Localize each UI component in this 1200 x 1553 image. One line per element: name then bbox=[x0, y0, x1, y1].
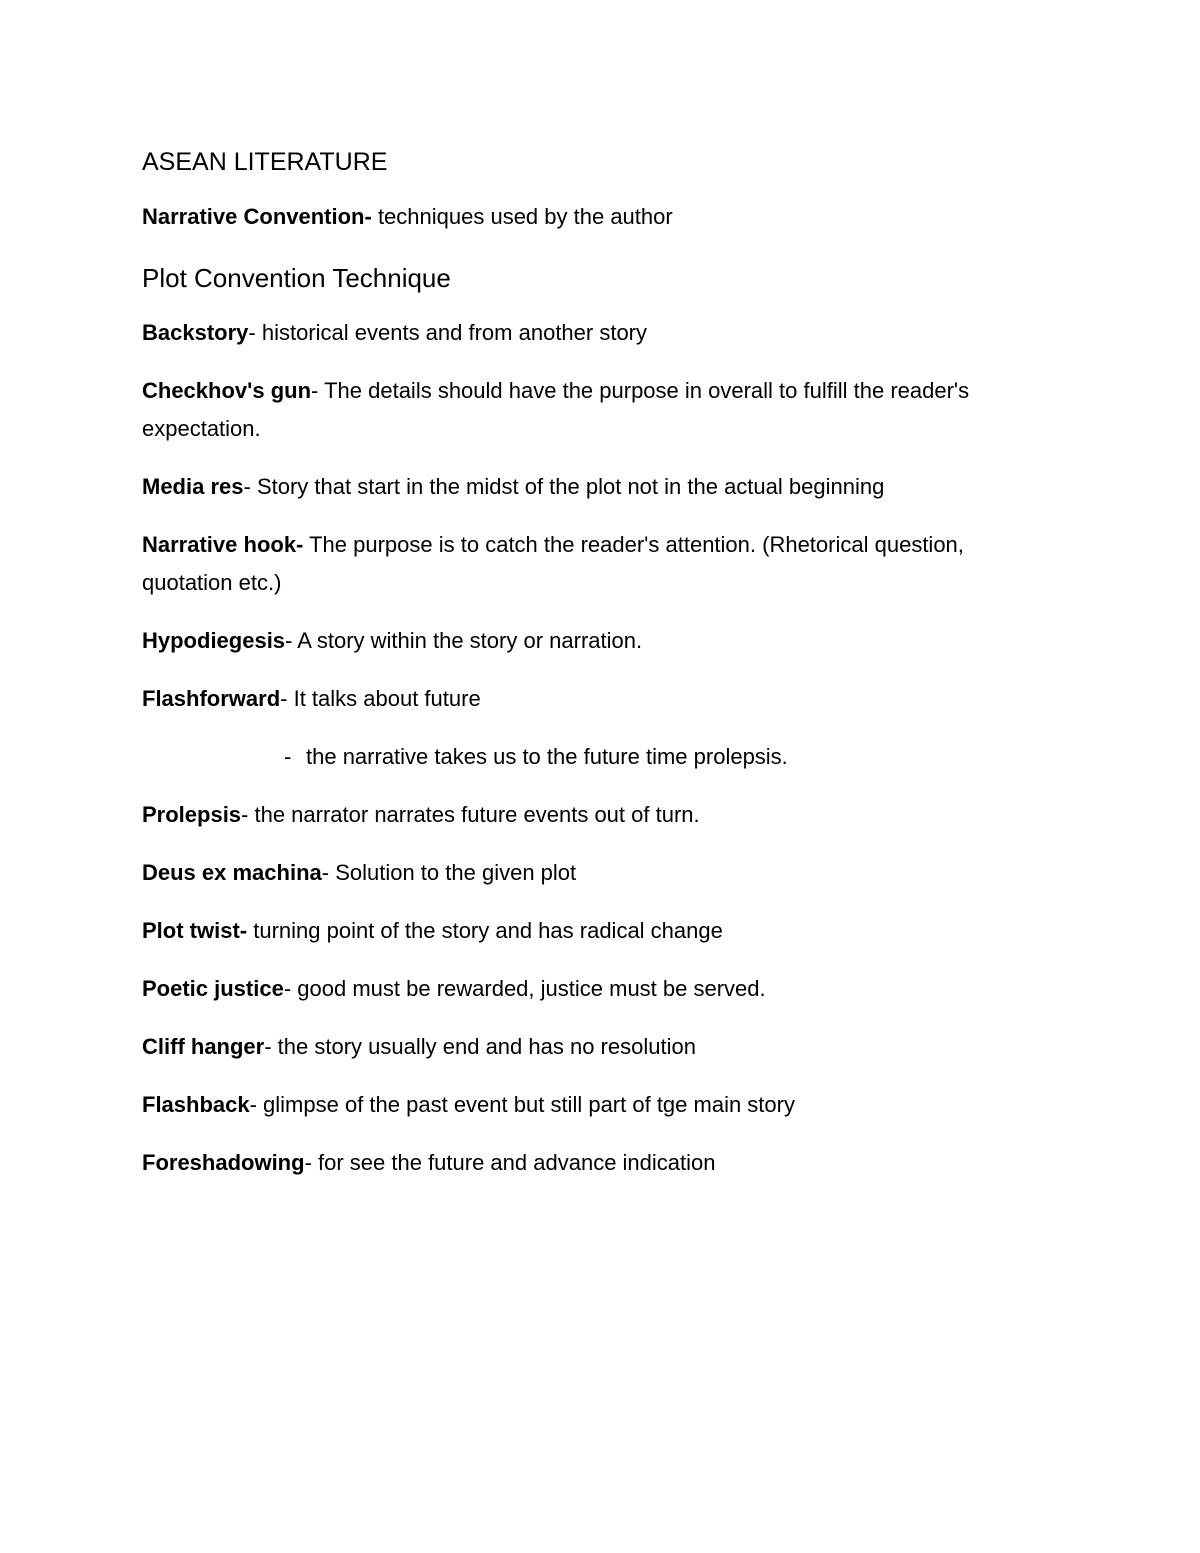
bullet-text: the narrative takes us to the future time prolepsis. bbox=[306, 744, 788, 769]
entry-term: Poetic justice bbox=[142, 976, 284, 1001]
entry-term: Flashback bbox=[142, 1092, 250, 1117]
intro-definition: techniques used by the author bbox=[371, 204, 673, 229]
entry-hypodiegesis bbox=[142, 622, 1042, 660]
entry-definition: turning point of the story and has radical change bbox=[247, 918, 723, 943]
entry-term: Checkhov's gun bbox=[142, 378, 312, 403]
entry-term: Backstory bbox=[142, 320, 249, 345]
bullet-dash: - bbox=[284, 744, 292, 769]
entry-term: Deus ex machina bbox=[142, 860, 322, 885]
entry-deus-ex-machina bbox=[142, 854, 1042, 892]
entry-narrative-hook bbox=[142, 526, 1042, 602]
entry-definition: - glimpse of the past event but still part of tge main story bbox=[249, 1092, 795, 1117]
entry-term: Plot twist- bbox=[142, 918, 248, 943]
intro-paragraph bbox=[142, 198, 1042, 236]
entry-media-res bbox=[142, 468, 1042, 506]
entry-term: Media res bbox=[142, 474, 244, 499]
entry-prolepsis bbox=[142, 796, 1042, 834]
document-title: ASEAN LITERATURE bbox=[142, 148, 388, 176]
entry-definition: - good must be rewarded, justice must be served. bbox=[283, 976, 766, 1001]
entry-flashback bbox=[142, 1086, 1042, 1124]
entry-definition: - Story that start in the midst of the plot not in the actual beginning bbox=[243, 474, 885, 499]
entry-definition: - historical events and from another story bbox=[248, 320, 648, 345]
entry-definition: - for see the future and advance indication bbox=[304, 1150, 716, 1175]
entry-backstory bbox=[142, 314, 1042, 352]
entry-checkhovs-gun bbox=[142, 372, 1042, 448]
entry-definition: - the story usually end and has no resolution bbox=[264, 1034, 696, 1059]
entry-definition: - the narrator narrates future events out of turn. bbox=[241, 802, 700, 827]
section-heading: Plot Convention Technique bbox=[142, 263, 451, 293]
entry-definition: - Solution to the given plot bbox=[321, 860, 577, 885]
entry-cliff-hanger bbox=[142, 1028, 1042, 1066]
document-body bbox=[142, 140, 1042, 1202]
intro-term: Narrative Convention- bbox=[142, 204, 372, 229]
entry-term: Flashforward bbox=[142, 686, 281, 711]
flashforward-bullet bbox=[142, 738, 1042, 776]
entry-definition: The purpose is to catch the reader's attention. (Rhetorical question, quotation etc.) bbox=[142, 532, 964, 595]
entry-foreshadowing bbox=[142, 1144, 1042, 1182]
entry-flashforward bbox=[142, 680, 1042, 718]
entry-term: Cliff hanger bbox=[142, 1034, 265, 1059]
entry-definition: - The details should have the purpose in overall to fulfill the reader's expectation. bbox=[142, 378, 970, 441]
entry-definition: - A story within the story or narration. bbox=[285, 628, 643, 653]
entry-term: Prolepsis bbox=[142, 802, 242, 827]
entry-plot-twist bbox=[142, 912, 1042, 950]
entry-term: Foreshadowing bbox=[142, 1150, 305, 1175]
entry-term: Hypodiegesis bbox=[142, 628, 286, 653]
entry-definition: - It talks about future bbox=[280, 686, 481, 711]
entry-term: Narrative hook- bbox=[142, 532, 304, 557]
entry-poetic-justice bbox=[142, 970, 1042, 1008]
